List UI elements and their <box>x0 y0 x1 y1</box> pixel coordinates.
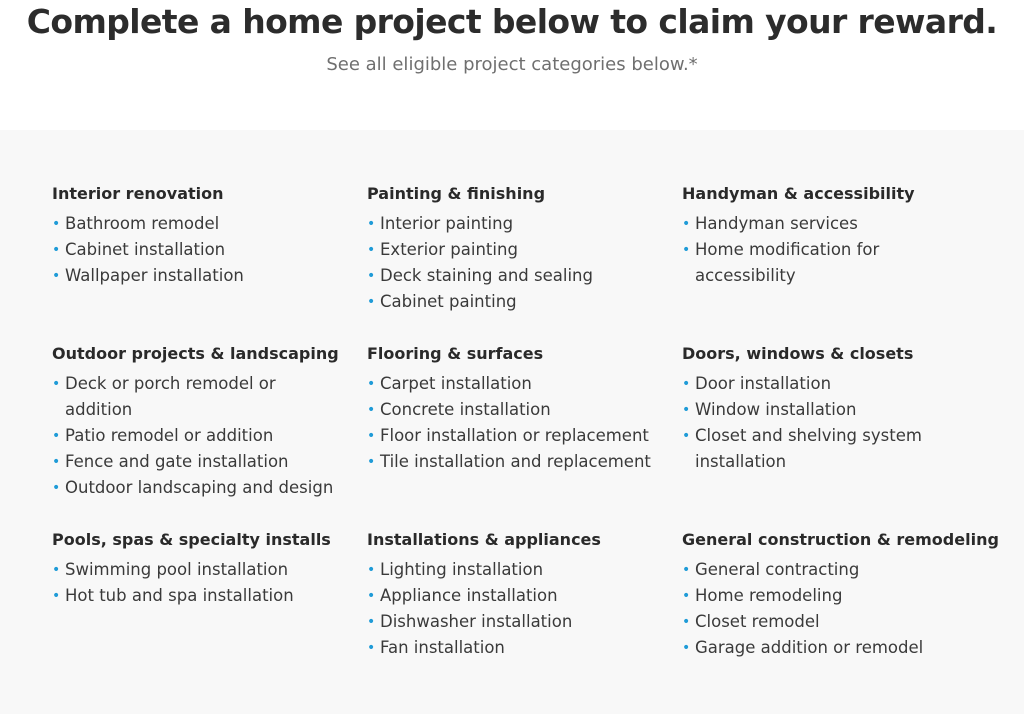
category-outdoor-landscaping <box>52 344 352 501</box>
list-item-label: Fan installation <box>380 638 505 657</box>
bullet-icon: • <box>367 216 376 232</box>
category-painting-finishing <box>367 184 667 315</box>
category-list <box>52 371 352 501</box>
category-list <box>367 371 667 475</box>
category-list <box>52 557 352 609</box>
category-list <box>367 557 667 661</box>
list-item-label: Home modification for accessibility <box>695 240 880 285</box>
hero-section <box>0 0 1024 130</box>
list-item-label: Appliance installation <box>380 586 558 605</box>
list-item <box>367 289 667 315</box>
bullet-icon: • <box>52 216 61 232</box>
bullet-icon: • <box>367 242 376 258</box>
list-item <box>367 449 667 475</box>
category-title: Interior renovation <box>52 184 224 203</box>
list-item-label: Exterior painting <box>380 240 518 259</box>
category-title: General construction & remodeling <box>682 530 999 549</box>
bullet-icon: • <box>367 614 376 630</box>
list-item <box>367 609 667 635</box>
bullet-icon: • <box>682 614 691 630</box>
bullet-icon: • <box>367 268 376 284</box>
page-title: Complete a home project below to claim your reward. <box>26 2 998 41</box>
list-item <box>682 635 982 661</box>
list-item <box>52 475 352 501</box>
category-title: Installations & appliances <box>367 530 601 549</box>
list-item-label: Dishwasher installation <box>380 612 573 631</box>
category-title: Handyman & accessibility <box>682 184 915 203</box>
category-handyman-accessibility <box>682 184 982 289</box>
category-general-construction <box>682 530 999 661</box>
list-item-label: Handyman services <box>695 214 858 233</box>
list-item-label: Deck or porch remodel or addition <box>65 374 276 419</box>
category-list <box>682 211 982 289</box>
list-item-label: Closet remodel <box>695 612 820 631</box>
category-list <box>52 211 352 289</box>
page-subtitle: See all eligible project categories below.* <box>326 54 698 75</box>
list-item-label: Cabinet installation <box>65 240 226 259</box>
bullet-icon: • <box>52 428 61 444</box>
category-installations-appliances <box>367 530 667 661</box>
bullet-icon: • <box>52 562 61 578</box>
category-interior-renovation <box>52 184 352 289</box>
bullet-icon: • <box>682 242 691 258</box>
list-item <box>682 609 982 635</box>
list-item <box>682 371 982 397</box>
bullet-icon: • <box>682 216 691 232</box>
list-item <box>682 557 982 583</box>
bullet-icon: • <box>52 588 61 604</box>
category-title: Doors, windows & closets <box>682 344 914 363</box>
list-item <box>52 423 352 449</box>
list-item <box>52 583 352 609</box>
list-item-label: Wallpaper installation <box>65 266 244 285</box>
category-doors-windows-closets <box>682 344 982 475</box>
list-item <box>367 397 667 423</box>
bullet-icon: • <box>367 376 376 392</box>
list-item <box>52 371 297 423</box>
category-list <box>682 557 982 661</box>
list-item <box>367 211 667 237</box>
list-item-label: Cabinet painting <box>380 292 517 311</box>
list-item <box>367 557 667 583</box>
bullet-icon: • <box>682 562 691 578</box>
bullet-icon: • <box>52 480 61 496</box>
category-title: Painting & finishing <box>367 184 546 203</box>
category-list <box>367 211 667 315</box>
bullet-icon: • <box>682 376 691 392</box>
bullet-icon: • <box>682 640 691 656</box>
list-item-label: Outdoor landscaping and design <box>65 478 334 497</box>
list-item-label: Patio remodel or addition <box>65 426 274 445</box>
bullet-icon: • <box>367 454 376 470</box>
list-item-label: Fence and gate installation <box>65 452 289 471</box>
list-item-label: Closet and shelving system installation <box>695 426 922 471</box>
category-pools-spas <box>52 530 352 609</box>
list-item-label: General contracting <box>695 560 860 579</box>
list-item-label: Swimming pool installation <box>65 560 289 579</box>
list-item <box>682 583 982 609</box>
list-item-label: Door installation <box>695 374 832 393</box>
category-title: Outdoor projects & landscaping <box>52 344 339 363</box>
list-item <box>52 237 352 263</box>
list-item <box>682 211 982 237</box>
category-title: Flooring & surfaces <box>367 344 544 363</box>
categories-panel <box>0 130 1024 714</box>
list-item <box>367 263 667 289</box>
list-item-label: Home remodeling <box>695 586 843 605</box>
list-item-label: Interior painting <box>380 214 514 233</box>
category-title: Pools, spas & specialty installs <box>52 530 331 549</box>
bullet-icon: • <box>682 588 691 604</box>
list-item <box>367 635 667 661</box>
bullet-icon: • <box>367 562 376 578</box>
list-item <box>52 263 352 289</box>
bullet-icon: • <box>682 402 691 418</box>
category-list <box>682 371 982 475</box>
list-item-label: Lighting installation <box>380 560 544 579</box>
bullet-icon: • <box>52 376 61 392</box>
bullet-icon: • <box>367 428 376 444</box>
list-item-label: Window installation <box>695 400 857 419</box>
list-item-label: Hot tub and spa installation <box>65 586 294 605</box>
bullet-icon: • <box>367 640 376 656</box>
list-item-label: Concrete installation <box>380 400 551 419</box>
list-item-label: Bathroom remodel <box>65 214 220 233</box>
bullet-icon: • <box>367 294 376 310</box>
bullet-icon: • <box>367 588 376 604</box>
list-item-label: Tile installation and replacement <box>380 452 651 471</box>
list-item <box>682 237 905 289</box>
list-item <box>52 211 352 237</box>
list-item <box>367 423 667 449</box>
list-item <box>682 397 982 423</box>
list-item-label: Deck staining and sealing <box>380 266 593 285</box>
list-item-label: Floor installation or replacement <box>380 426 649 445</box>
list-item-label: Garage addition or remodel <box>695 638 924 657</box>
list-item <box>367 237 667 263</box>
bullet-icon: • <box>367 402 376 418</box>
category-flooring-surfaces <box>367 344 667 475</box>
list-item <box>367 583 667 609</box>
bullet-icon: • <box>52 242 61 258</box>
bullet-icon: • <box>52 268 61 284</box>
list-item <box>682 423 945 475</box>
bullet-icon: • <box>52 454 61 470</box>
list-item <box>52 449 352 475</box>
bullet-icon: • <box>682 428 691 444</box>
list-item-label: Carpet installation <box>380 374 532 393</box>
list-item <box>52 557 352 583</box>
list-item <box>367 371 667 397</box>
